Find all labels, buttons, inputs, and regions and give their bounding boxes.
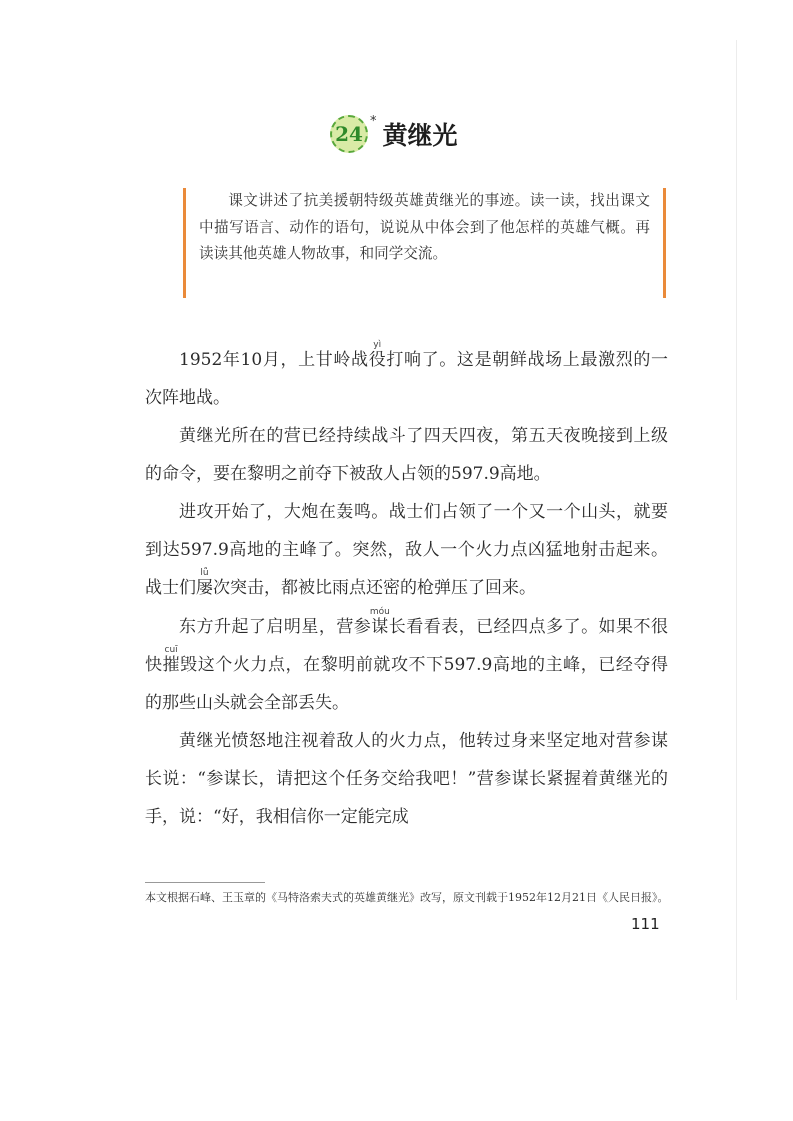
paragraph-1 <box>145 340 668 417</box>
pinyin-annotation <box>196 568 213 598</box>
pinyin: lǚ <box>196 568 213 578</box>
paragraph-4 <box>145 607 668 722</box>
annotated-char: 役 <box>368 350 387 370</box>
paragraph-text: 长看看表，已经四点多了。如果不很快 <box>145 617 668 675</box>
annotated-char: 谋 <box>369 617 390 637</box>
pinyin: móu <box>369 607 390 617</box>
pinyin-annotation <box>369 607 390 637</box>
paragraph-text: 东方升起了启明星，营参 <box>179 617 372 637</box>
paragraph-text: 进攻开始了，大炮在轰鸣。战士们占领了一个又一个山头，就要到达597.9高地的主峰了。突然，敌人一个火力点凶猛地射击起来。战士们 <box>145 502 668 598</box>
pinyin: yì <box>368 340 386 350</box>
paragraph-text: 次突击，都被比雨点还密的枪弹压了回来。 <box>213 578 536 598</box>
intro-left-bar <box>183 188 186 298</box>
source-footnote: 本文根据石峰、王玉章的《马特洛索夫式的英雄黄继光》改写，原文刊载于1952年12月21日《人民日报》。 <box>145 891 669 904</box>
lesson-intro-text: 课文讲述了抗美援朝特级英雄黄继光的事迹。读一读，找出课文中描写语言、动作的语句，说说从中体会到了他怎样的英雄气概。再读读其他英雄人物故事，和同学交流。 <box>199 192 650 262</box>
intro-right-bar <box>663 188 666 298</box>
lesson-number: 24 <box>335 122 363 146</box>
lesson-number-badge <box>330 115 368 153</box>
page-number: 111 <box>631 915 660 933</box>
article-body <box>145 340 668 836</box>
paragraph-5: 黄继光愤怒地注视着敌人的火力点，他转过身来坚定地对营参谋长说：“参谋长，请把这个任务交给我吧！”营参谋长紧握着黄继光的手，说：“好，我相信你一定能完成 <box>145 731 668 827</box>
pinyin: cuī <box>162 645 180 655</box>
page-edge-line <box>736 40 737 1000</box>
annotated-char: 屡 <box>196 578 213 598</box>
paragraph-text: 毁这个火力点，在黎明前就攻不下597.9高地的主峰，已经夺得的那些山头就会全部丢失。 <box>145 655 669 713</box>
footnote-divider <box>145 882 265 883</box>
paragraph-3 <box>145 493 668 607</box>
annotated-char: 摧 <box>162 655 181 675</box>
lesson-title: 黄继光 <box>382 121 458 150</box>
lesson-intro-box <box>183 188 666 298</box>
lesson-header <box>330 112 458 156</box>
paragraph-2: 黄继光所在的营已经持续战斗了四天四夜，第五天夜晚接到上级的命令，要在黎明之前夺下被敌人占领的597.9高地。 <box>145 426 668 484</box>
optional-lesson-star: * <box>370 114 377 129</box>
pinyin-annotation <box>162 645 181 675</box>
pinyin-annotation <box>368 340 387 370</box>
paragraph-text: 打响了。这是朝鲜战场上最激烈的一次阵地战。 <box>145 350 669 408</box>
paragraph-text: 1952年10月，上甘岭战 <box>179 350 369 370</box>
